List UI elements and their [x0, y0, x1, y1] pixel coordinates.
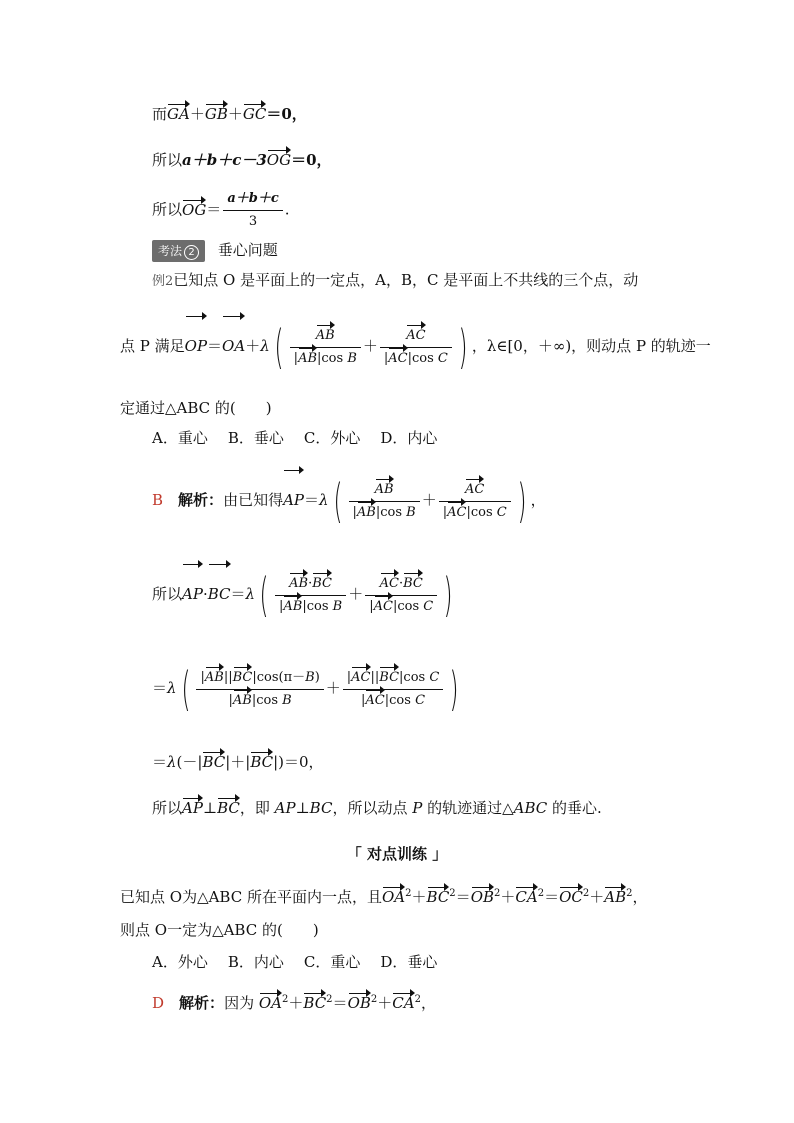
- vector-gb: GB: [204, 105, 228, 123]
- tag-number: 2: [184, 245, 199, 260]
- option-b: B．内心: [227, 953, 284, 971]
- text: 点 P 满足: [120, 337, 185, 355]
- option-a: A．重心: [152, 429, 208, 447]
- equation-line-2: [152, 150, 332, 170]
- practice-options: [152, 952, 437, 972]
- numerator: a＋b＋c: [223, 188, 282, 211]
- right-paren: ): [458, 320, 468, 374]
- solution-label: 解析：: [179, 994, 225, 1012]
- period: .: [284, 200, 290, 219]
- text: 已知点 O为△ABC 所在平面内一点，且: [120, 888, 382, 906]
- tag-label: 考法: [158, 244, 183, 258]
- eq: ＝: [206, 200, 222, 219]
- option-d: D．垂心: [380, 953, 438, 971]
- solution2-line: D 解析：因为 $OA^2+BC^2=OB^2+CA^2$，: [152, 994, 436, 1012]
- section-tag: [152, 240, 205, 262]
- solution-line-3: ＝λ( $\frac{|AB||BC|\cos(\pi-B)}{\text{|AB|cos B}}$ ＋ $\frac{\text{|AC||BC|cos C}}{\text{|AC|cos C}}$ ): [152, 662, 459, 716]
- practice-heading: [0, 844, 794, 864]
- section-heading: [152, 240, 278, 262]
- practice-line-2: [120, 920, 319, 940]
- vector-gc: GC: [242, 105, 267, 123]
- example-text: 已知点 O 是平面上的一定点，A，B，C 是平面上不共线的三个点，动: [173, 271, 639, 289]
- example-line-2: 点 P 满足OP＝OA＋λ( $\frac{AB}{\text{|AB|cos B}}$ ＋ $\frac{AC}{\text{|AC|cos C}}$ ) ，λ∈[0，＋∞)，则动点 P 的轨迹一: [120, 316, 711, 376]
- fraction-ac: $\frac{AC}{\text{|AC|cos C}}$: [380, 325, 452, 370]
- option-c: C．外心: [303, 429, 361, 447]
- option-d: D．内心: [380, 429, 438, 447]
- example-options: [152, 428, 437, 448]
- vector-op: OP: [185, 316, 207, 376]
- denominator: 3: [248, 214, 258, 229]
- section-title: 垂心问题: [217, 241, 278, 259]
- example-line-3: [120, 398, 272, 418]
- solution-line-2: 所以AP·BC＝λ( $\frac{AB\cdot BC}{\text{|AB|cos B}}$ ＋ $\frac{AC\cdot BC}{\text{|AC|cos C}}$ ): [152, 564, 457, 624]
- text: 所以: [152, 585, 183, 603]
- left-paren: (: [274, 320, 284, 374]
- vector-og: OG: [182, 200, 207, 219]
- option-b: B．垂心: [227, 429, 284, 447]
- text: 所以: [152, 200, 183, 219]
- example-line-1: [152, 270, 638, 292]
- practice-line-1: 已知点 O为△ABC 所在平面内一点，且$OA^2+BC^2=OB^2+CA^2=OC^2+AB^2$，: [120, 888, 648, 906]
- expr: a＋b＋c－3: [182, 151, 267, 169]
- text: ，λ∈[0，＋∞)，则动点 P 的轨迹一: [471, 337, 711, 355]
- example-tag: 例2: [152, 274, 174, 289]
- fraction-ab: $\frac{AB}{\text{|AB|cos B}}$: [290, 325, 361, 370]
- solution-label: 解析：: [178, 491, 224, 509]
- vector-ga: GA: [167, 105, 190, 123]
- text: 由已知得: [223, 491, 284, 509]
- text: 所以: [152, 151, 183, 169]
- text: 定通过△ABC 的( ): [120, 399, 272, 417]
- rhs: ＝0，: [291, 151, 332, 169]
- equation-line-3: [152, 188, 290, 233]
- solution-line-1: B 解析：由已知得AP＝λ( $\frac{AB}{\text{|AB|cos B}}$ ＋ $\frac{AC}{\text{|AC|cos C}}$ ) ，: [152, 470, 546, 530]
- option-a: A．外心: [152, 953, 208, 971]
- option-c: C．重心: [303, 953, 361, 971]
- practice-title: 「 对点训练 」: [346, 845, 448, 863]
- text: 则点 O一定为△ABC 的( ): [120, 921, 319, 939]
- text: 因为: [224, 994, 255, 1012]
- answer-letter: B: [152, 491, 164, 509]
- rhs: ＝0，: [266, 105, 307, 123]
- solution-line-4: ＝λ(－|BC|＋|BC|)＝0，: [152, 753, 324, 771]
- vector-oa: OA: [222, 316, 245, 376]
- vector-og: OG: [266, 151, 292, 169]
- answer-letter: D: [152, 994, 165, 1012]
- equation-line-1: 而GA＋GB＋GC＝0，: [152, 105, 307, 123]
- text: 而: [152, 105, 168, 123]
- solution-conclusion: 所以AP⊥BC，即 AP⊥BC，所以动点 P 的轨迹通过△ABC 的垂心.: [152, 799, 602, 817]
- fraction: [223, 188, 282, 233]
